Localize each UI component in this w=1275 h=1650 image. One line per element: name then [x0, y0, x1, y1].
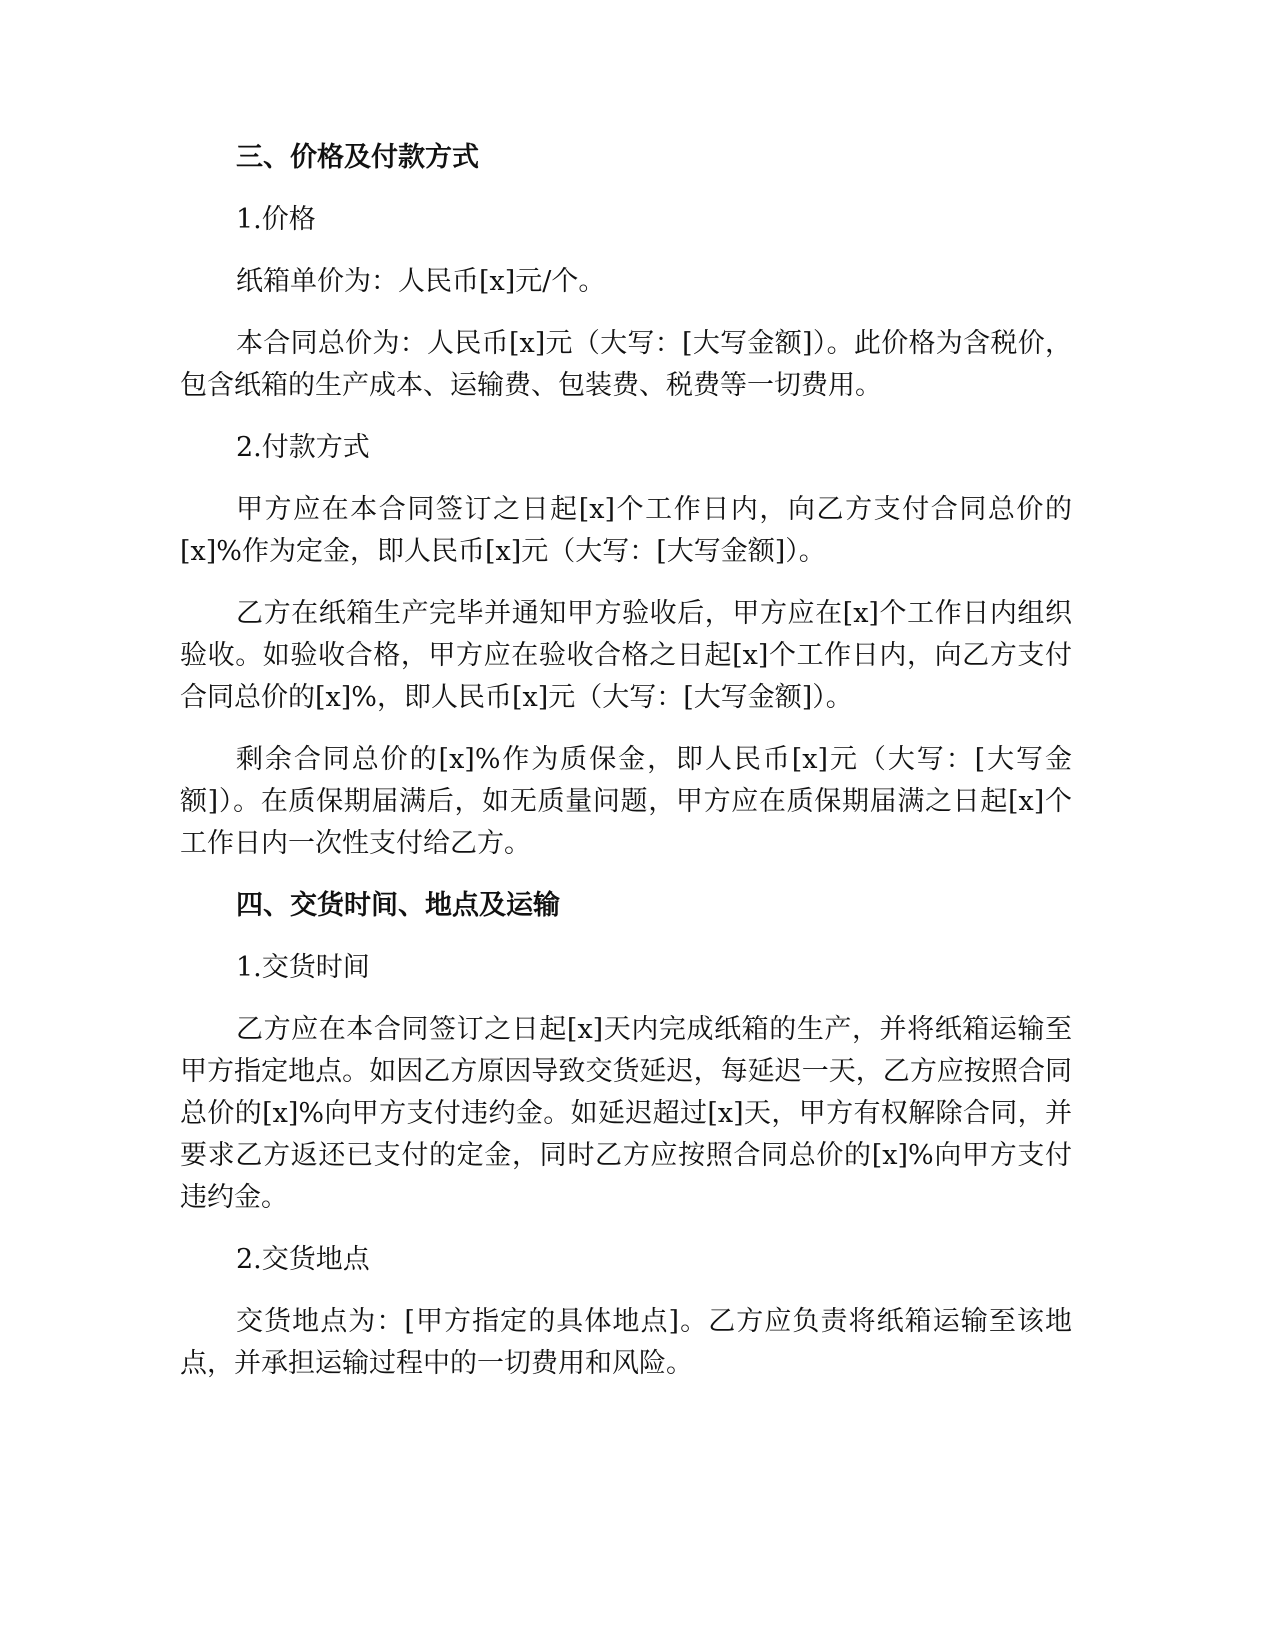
paragraph-delivery-location: 交货地点为：[甲方指定的具体地点]。乙方应负责将纸箱运输至该地点，并承担运输过程中的一切费用和风险。 [180, 1306, 1072, 1379]
paragraph-acceptance-payment: 乙方在纸箱生产完毕并通知甲方验收后，甲方应在[x]个工作日内组织验收。如验收合格，甲方应在验收合格之日起[x]个工作日内，向乙方支付合同总价的[x]%，即人民币[x]元（大写：[大写金额]）。 [180, 598, 1072, 713]
paragraph-warranty-deposit: 剩余合同总价的[x]%作为质保金，即人民币[x]元（大写：[大写金额]）。在质保期届满后，如无质量问题，甲方应在质保期届满之日起[x]个工作日内一次性支付给乙方。 [180, 744, 1072, 859]
item-title-delivery-time: 1.交货时间 [236, 952, 370, 983]
document-page [180, 137, 1072, 1405]
item-title-delivery-location: 2.交货地点 [236, 1244, 370, 1275]
section-heading-price-payment: 三、价格及付款方式 [236, 142, 479, 173]
section-heading-delivery: 四、交货时间、地点及运输 [236, 890, 560, 921]
item-title-price: 1.价格 [236, 204, 316, 235]
paragraph-delivery-time: 乙方应在本合同签订之日起[x]天内完成纸箱的生产，并将纸箱运输至甲方指定地点。如因乙方原因导致交货延迟，每延迟一天，乙方应按照合同总价的[x]%向甲方支付违约金。如延迟超过[x]天，甲方有权解除合同，并要求乙方返还已支付的定金，同时乙方应按照合同总价的[x]%向甲方支付违约金。 [180, 1014, 1072, 1213]
paragraph-unit-price: 纸箱单价为：人民币[x]元/个。 [236, 266, 606, 297]
paragraph-total-price: 本合同总价为：人民币[x]元（大写：[大写金额]）。此价格为含税价，包含纸箱的生产成本、运输费、包装费、税费等一切费用。 [180, 328, 1072, 401]
paragraph-deposit: 甲方应在本合同签订之日起[x]个工作日内，向乙方支付合同总价的[x]%作为定金，即人民币[x]元（大写：[大写金额]）。 [180, 494, 1072, 567]
item-title-payment-method: 2.付款方式 [236, 432, 370, 463]
